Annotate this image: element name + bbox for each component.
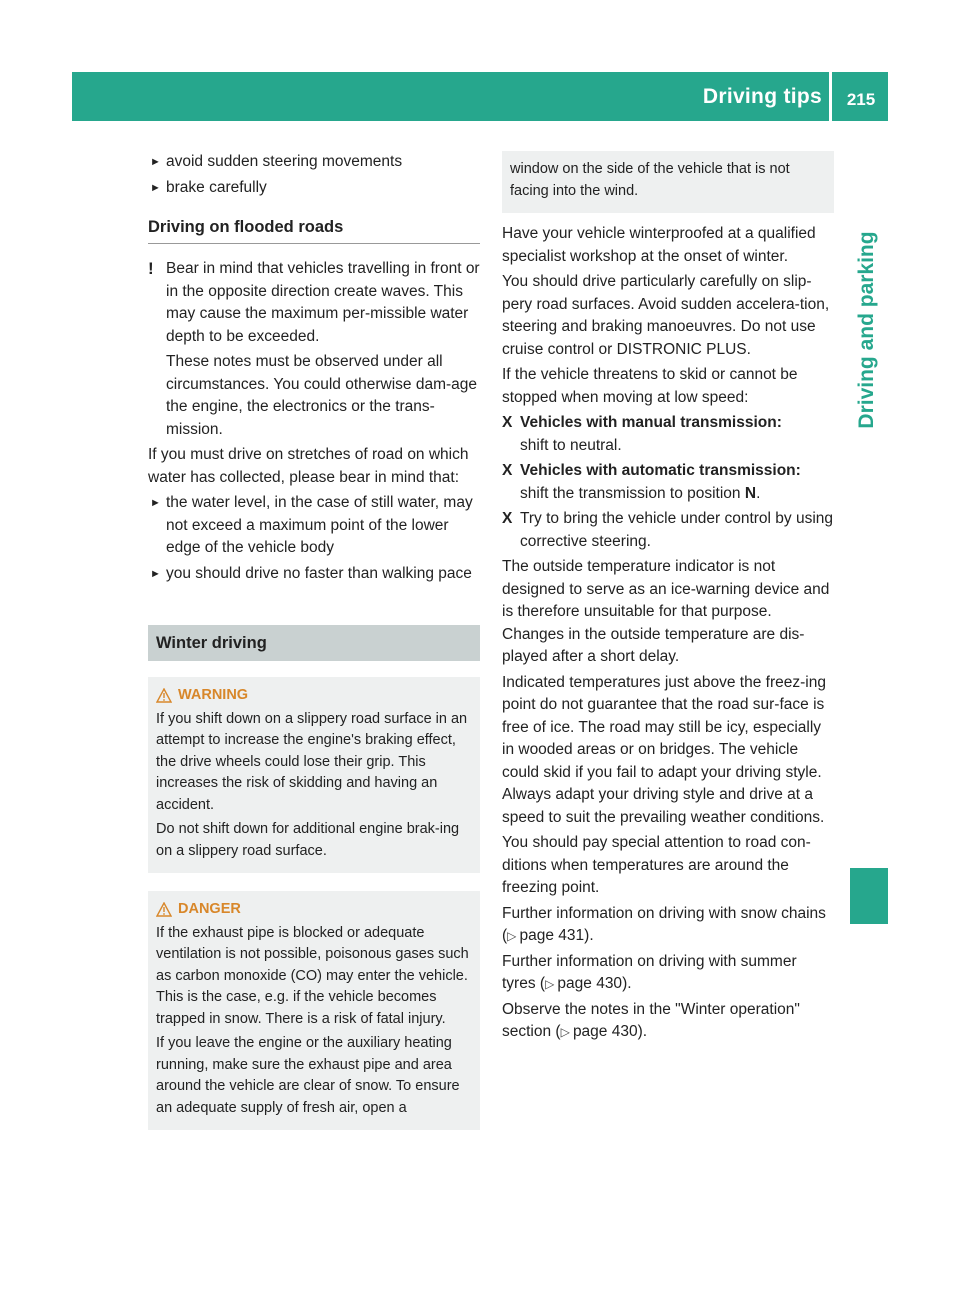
- notice-text: These notes must be observed under all circumstances. You could otherwise dam-age the engine, the electronics or the trans-mission.: [166, 353, 478, 438]
- page-ref-arrow-icon: ▷: [545, 977, 555, 991]
- danger-box-continued: [502, 151, 834, 213]
- warning-triangle-icon: [156, 688, 172, 703]
- paragraph: The outside temperature indicator is not designed to serve as an ice-warning device and is therefore unsuitable for that purpose. Changes in the outside temperature are dis-played after a short delay.: [502, 558, 830, 665]
- paragraph: Have your vehicle winterproofed at a qualified specialist workshop at the onset of winter.: [502, 225, 816, 265]
- page-link[interactable]: page 430: [572, 1023, 638, 1040]
- warning-triangle-icon: [156, 902, 172, 917]
- step-arrow-icon: X: [502, 462, 513, 479]
- winter-driving-heading: Winter driving: [148, 625, 480, 661]
- bullet-icon: ►: [150, 567, 161, 580]
- step-arrow-icon: X: [502, 510, 513, 527]
- chapter-tab: [850, 231, 884, 429]
- bullet-icon: ►: [150, 181, 161, 194]
- section-title: Driving tips: [702, 85, 822, 108]
- page-ref-arrow-icon: ▷: [507, 929, 517, 943]
- step-item: X Try to bring the vehicle under control by using corrective steering.: [502, 510, 834, 550]
- paragraph: You should pay special attention to road con-ditions when temperatures are around the freezing point.: [502, 834, 811, 896]
- cross-reference: Further information on driving with summer tyres (▷ page 430).: [502, 952, 797, 992]
- danger-title: DANGER: [178, 901, 241, 917]
- step-item: X Vehicles with automatic transmission: shift the transmission to position N.: [502, 462, 801, 502]
- flooded-roads-heading: Driving on flooded roads: [148, 207, 480, 244]
- warning-text: If you shift down on a slippery road surface in an attempt to increase the engine's braking effect, the drive wheels could lose their grip. This increases the risk of skidding and having an accident.: [156, 710, 468, 813]
- warning-header: [156, 685, 474, 707]
- step-item: X Vehicles with manual transmission: shift to neutral.: [502, 414, 782, 454]
- list-item: ► avoid sudden steering movements: [148, 151, 480, 174]
- exclamation-icon: !: [148, 259, 154, 278]
- left-column: [148, 151, 480, 1130]
- paragraph: If the vehicle threatens to skid or cannot be stopped when moving at low speed:: [502, 366, 798, 406]
- list-item: ► the water level, in the case of still water, may not exceed a maximum point of the lower edge of the vehicle body: [150, 494, 473, 556]
- header-bar: [72, 72, 888, 121]
- warning-text: Do not shift down for additional engine brak-ing on a slippery road surface.: [156, 821, 460, 859]
- flooded-intro: If you must drive on stretches of road on which water has collected, please bear in mind that:: [148, 446, 469, 486]
- page-ref-arrow-icon: ▷: [560, 1025, 570, 1039]
- page-link[interactable]: page 430: [557, 975, 623, 992]
- right-column: [502, 151, 834, 1047]
- danger-text: window on the side of the vehicle that is not facing into the wind.: [510, 161, 790, 199]
- cross-reference: Further information on driving with snow chains (▷ page 431).: [502, 904, 826, 944]
- notice-text: Bear in mind that vehicles travelling in front or in the opposite direction create waves. This may cause the maximum per-missible water depth to be exceeded.: [166, 260, 480, 345]
- step-arrow-icon: X: [502, 414, 513, 431]
- paragraph: Indicated temperatures just above the freez-ing point do not guarantee that the road sur-face is free of ice. The road may still be icy, especially in wooded areas or on bridges. The vehicle could skid if you fail to adapt your driving style. Always adapt your driving style and drive at a speed to suit the prevailing weather conditions.: [502, 673, 826, 826]
- page-link[interactable]: page 431: [519, 927, 585, 944]
- chapter-tab-label: Driving and parking: [855, 231, 878, 429]
- chapter-marker-block: [850, 868, 888, 924]
- notice-block: [148, 258, 480, 441]
- paragraph: You should drive particularly carefully on slip-pery road surfaces. Avoid sudden accelera-tion, steering and braking manoeuvres. Do not use cruise control or DISTRONIC PLUS.: [502, 273, 830, 358]
- danger-text: If the exhaust pipe is blocked or adequate ventilation is not possible, poisonous gases such as carbon monoxide (CO) may enter the vehicle. This is the case, e.g. if the vehicle becomes trapped in snow. There is a risk of fatal injury.: [156, 924, 469, 1027]
- danger-box: [148, 891, 480, 1130]
- bullet-icon: ►: [150, 156, 161, 168]
- cross-reference: Observe the notes in the "Winter operation" section (▷ page 430).: [502, 1000, 800, 1040]
- page-number: 215: [846, 90, 876, 109]
- bullet-icon: ►: [150, 497, 161, 509]
- list-item: ► you should drive no faster than walking pace: [148, 563, 480, 586]
- list-item: ► brake carefully: [148, 177, 480, 200]
- header-divider: [829, 72, 832, 121]
- danger-text: If you leave the engine or the auxiliary heating running, make sure the exhaust pipe and area around the vehicle are clear of snow. To ensure an adequate supply of fresh air, open a: [156, 1035, 460, 1116]
- danger-header: [156, 899, 474, 921]
- warning-box: [148, 677, 480, 873]
- warning-title: WARNING: [178, 687, 249, 703]
